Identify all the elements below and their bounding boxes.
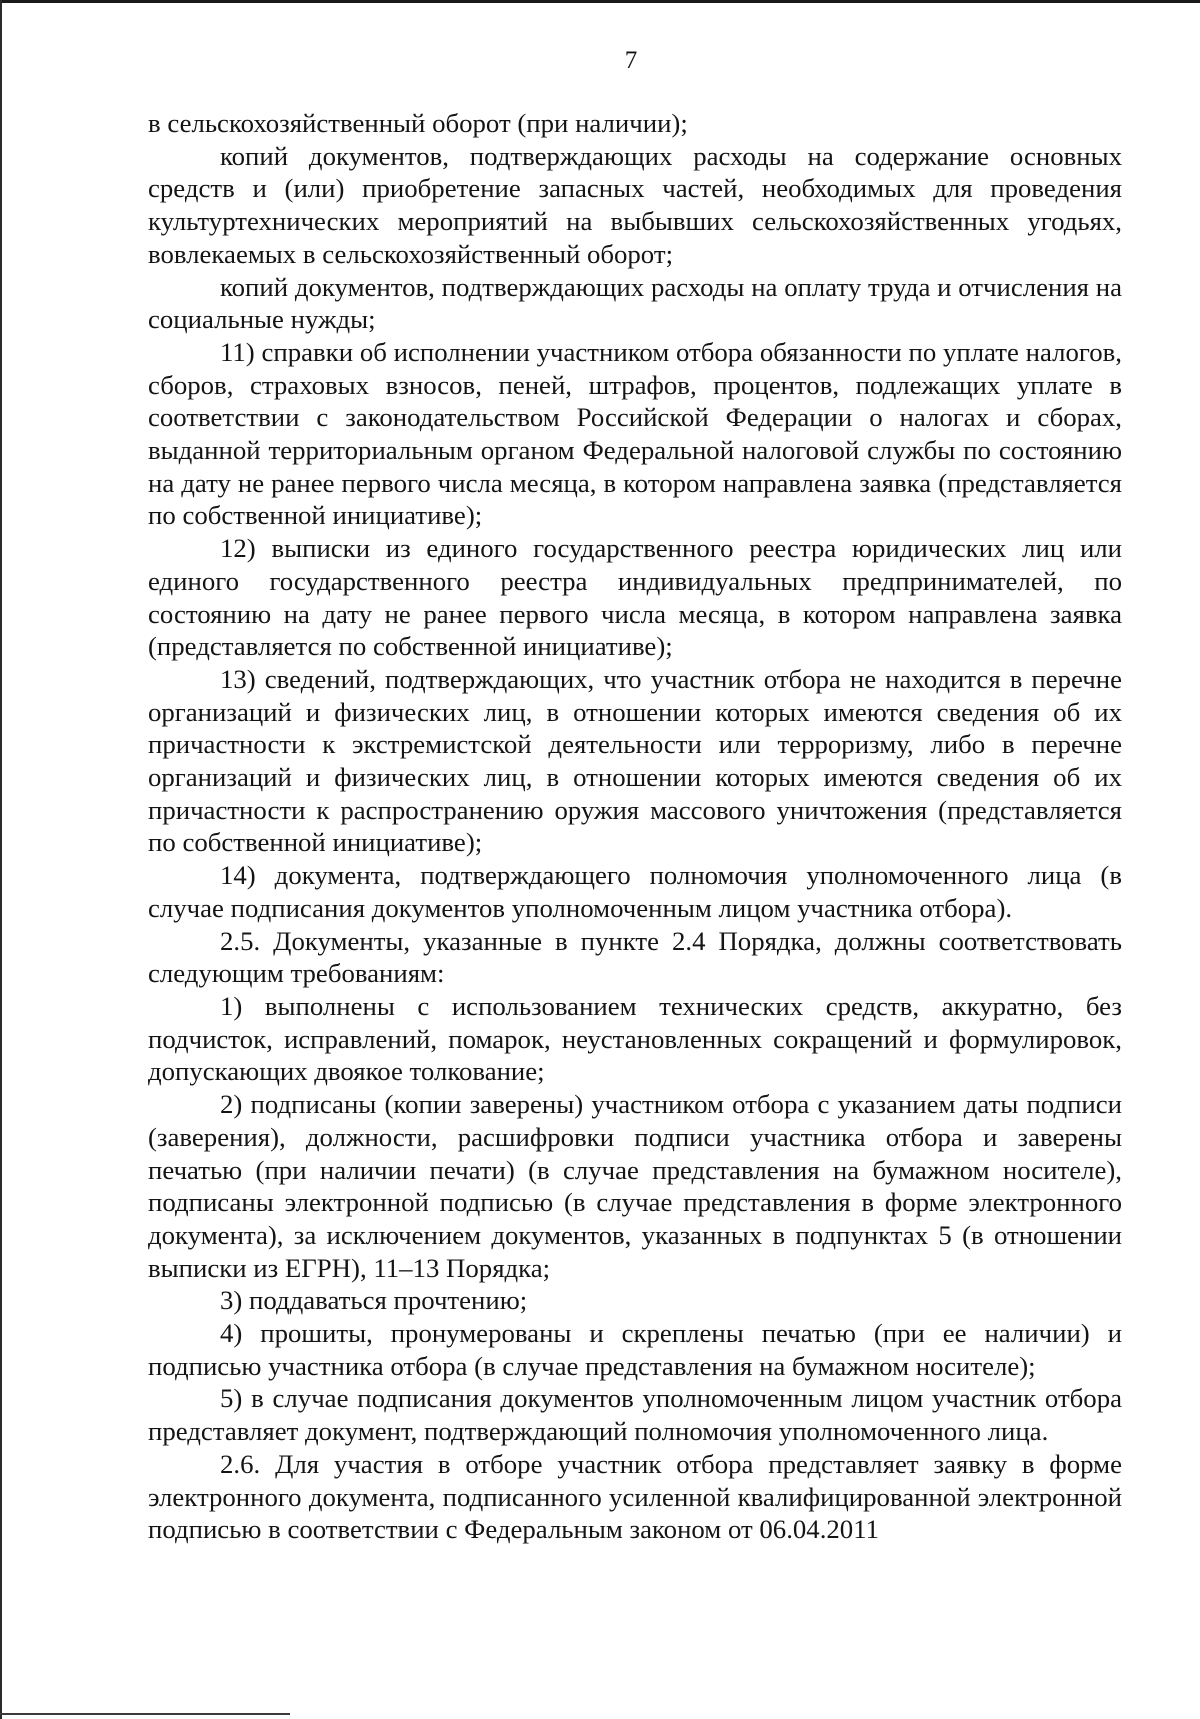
scan-edge-top (0, 0, 1200, 3)
scan-edge-left (0, 0, 2, 1719)
paragraph: 1) выполнены с использованием технических средств, аккуратно, без подчисток, исправлений, помарок, неустановленных сокращений и формулировок, допускающих двоякое толкование; (148, 990, 1122, 1087)
paragraph: копий документов, подтверждающих расходы на оплату труда и отчисления на социальные нужды; (148, 271, 1122, 335)
paragraph: 2) подписаны (копии заверены) участником отбора с указанием даты подписи (заверения), должности, расшифровки подписи участника отбора и заверены печатью (при наличии печати) (в случае представления на бумажном носителе), подписаны электронной подписью (в случае представления в форме электронного документа), за исключением документов, указанных в подпунктах 5 (в отношении выписки из ЕГРН), 11–13 Порядка; (148, 1089, 1122, 1283)
paragraph: в сельскохозяйственный оборот (при наличии); (148, 108, 688, 138)
paragraph: 13) сведений, подтверждающих, что участник отбора не находится в перечне организаций и физических лиц, в отношении которых имеются сведения об их причастности к экстремистской деятельности или терроризму, либо в перечне организаций и физических лиц, в отношении которых имеются сведения об их причастности к распространению оружия массового уничтожения (представляется по собственной инициативе); (148, 663, 1122, 858)
document-body (148, 107, 1122, 1546)
paragraph: 11) справки об исполнении участником отбора обязанности по уплате налогов, сборов, страховых взносов, пеней, штрафов, процентов, подлежащих уплате в соответствии с законодательством Российской Федерации о налогах и сборах, выданной территориальным органом Федеральной налоговой службы по состоянию на дату не ранее первого числа месяца, в котором направлена заявка (представляется по собственной инициативе); (148, 336, 1122, 531)
page-number: 7 (624, 47, 638, 74)
paragraph: 14) документа, подтверждающего полномочия уполномоченного лица (в случае подписания документов уполномоченным лицом участника отбора). (148, 860, 1122, 923)
paragraph: 2.6. Для участия в отборе участник отбора представляет заявку в форме электронного документа, подписанного усиленной квалифицированной электронной подписью в соответствии с Федеральным законом от 06.04.2011 (148, 1448, 1122, 1545)
paragraph: 5) в случае подписания документов уполномоченным лицом участник отбора представляет документ, подтверждающий полномочия уполномоченного лица. (148, 1383, 1122, 1447)
scan-edge-bottom (0, 1713, 290, 1715)
paragraph: 4) прошиты, пронумерованы и скреплены печатью (при ее наличии) и подписью участника отбора (в случае представления на бумажном носителе); (148, 1318, 1122, 1381)
paragraph: копий документов, подтверждающих расходы на содержание основных средств и (или) приобретение запасных частей, необходимых для проведения культуртехнических мероприятий на выбывших сельскохозяйственных угодьях, вовлекаемых в сельскохозяйственный оборот; (148, 140, 1122, 269)
paragraph: 12) выписки из единого государственного реестра юридических лиц или единого государственного реестра индивидуальных предпринимателей, по состоянию на дату не ранее первого числа месяца, в котором направлена заявка (представляется по собственной инициативе); (148, 533, 1122, 662)
paragraph: 2.5. Документы, указанные в пункте 2.4 Порядка, должны соответствовать следующим требованиям: (148, 925, 1122, 989)
paragraph: 3) поддаваться прочтению; (220, 1285, 528, 1316)
